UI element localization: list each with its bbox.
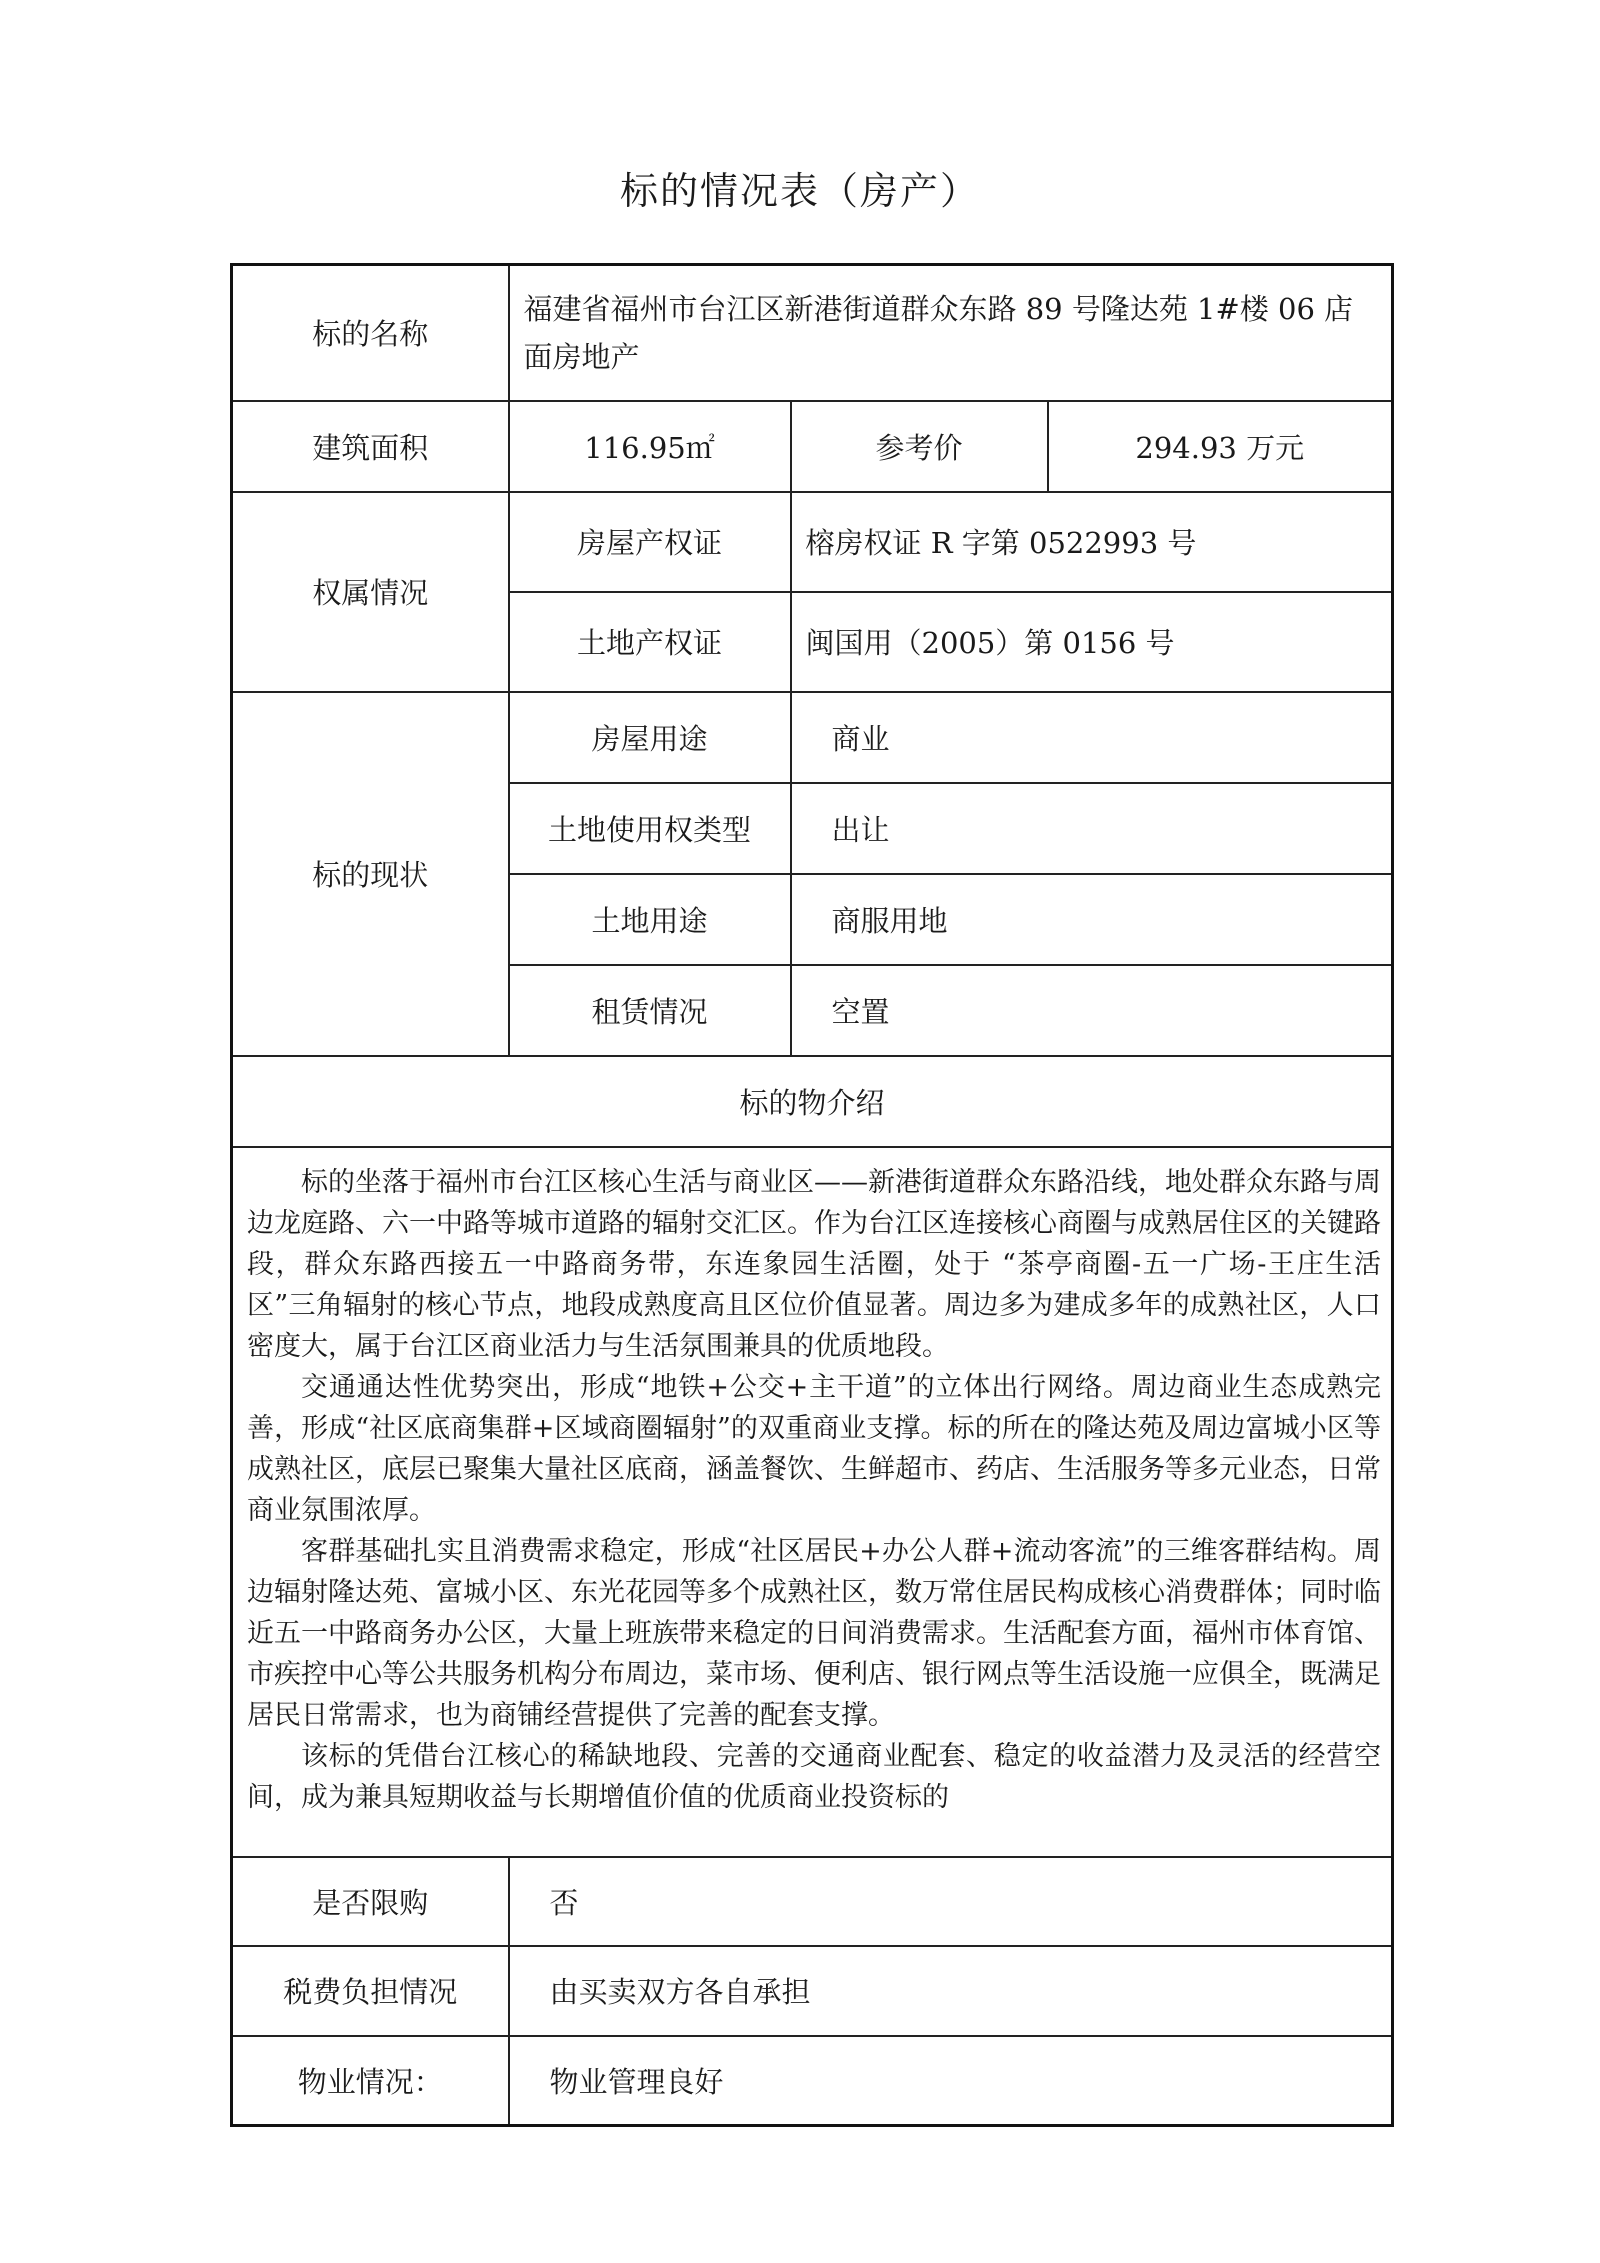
ownership-label: 权属情况 (232, 492, 509, 692)
page-title: 标的情况表（房产） (619, 169, 980, 213)
status-label: 标的现状 (232, 692, 509, 1056)
land-cert-value: 闽国用（2005）第 0156 号 (791, 592, 1393, 692)
lease-label: 租赁情况 (509, 965, 791, 1056)
row-restrict (232, 1857, 1393, 1946)
row-intro-header (232, 1056, 1393, 1147)
intro-paragraph: 客群基础扎实且消费需求稳定，形成“社区居民+办公人群+流动客流”的三维客群结构。周边辐射隆达苑、富城小区、东光花园等多个成熟社区，数万常住居民构成核心消费群体；同时临近五一中路商务办公区，大量上班族带来稳定的日间消费需求。生活配套方面，福州市体育馆、市疾控中心等公共服务机构分布周边，菜市场、便利店、银行网点等生活设施一应俱全，既满足居民日常需求，也为商铺经营提供了完善的配套支撑。 (247, 1535, 1381, 1731)
row-ownership-house (232, 492, 1393, 592)
land-usage-value: 商服用地 (791, 874, 1393, 965)
row-area (232, 401, 1393, 492)
house-cert-label: 房屋产权证 (509, 492, 791, 592)
intro-paragraph: 交通通达性优势突出，形成“地铁+公交+主干道”的立体出行网络。周边商业生态成熟完善，形成“社区底商集群+区域商圈辐射”的双重商业支撑。标的所在的隆达苑及周边富城小区等成熟社区，底层已聚集大量社区底商，涵盖餐饮、生鲜超市、药店、生活服务等多元业态，日常商业氛围浓厚。 (247, 1371, 1381, 1526)
tax-value: 由买卖双方各自承担 (509, 1946, 1393, 2036)
row-intro-body (232, 1147, 1393, 1857)
intro-heading: 标的物介绍 (232, 1056, 1393, 1147)
lease-value: 空置 (791, 965, 1393, 1056)
property-label: 物业情况： (232, 2036, 509, 2126)
property-value: 物业管理良好 (509, 2036, 1393, 2126)
name-label: 标的名称 (232, 265, 509, 401)
property-info-table (230, 263, 1394, 2127)
house-usage-label: 房屋用途 (509, 692, 791, 783)
land-cert-label: 土地产权证 (509, 592, 791, 692)
house-usage-value: 商业 (791, 692, 1393, 783)
tax-label: 税费负担情况 (232, 1946, 509, 2036)
intro-paragraph: 标的坐落于福州市台江区核心生活与商业区——新港街道群众东路沿线，地处群众东路与周边龙庭路、六一中路等城市道路的辐射交汇区。作为台江区连接核心商圈与成熟居住区的关键路段，群众东路西接五一中路商务带，东连象园生活圈，处于 “茶亭商圈-五一广场-王庄生活区”三角辐射的核心节点，地段成熟度高且区位价值显著。周边多为建成多年的成熟社区，人口密度大，属于台江区商业活力与生活氛围兼具的优质地段。 (247, 1166, 1381, 1362)
row-tax (232, 1946, 1393, 2036)
intro-paragraph: 该标的凭借台江核心的稀缺地段、完善的交通商业配套、稳定的收益潜力及灵活的经营空间，成为兼具短期收益与长期增值价值的优质商业投资标的 (247, 1740, 1381, 1813)
restrict-value: 否 (509, 1857, 1393, 1946)
area-label: 建筑面积 (232, 401, 509, 492)
price-value: 294.93 万元 (1048, 401, 1393, 492)
house-cert-value: 榕房权证 R 字第 0522993 号 (791, 492, 1393, 592)
price-label: 参考价 (791, 401, 1048, 492)
row-property (232, 2036, 1393, 2126)
area-value: 116.95㎡ (509, 401, 791, 492)
land-right-type-label: 土地使用权类型 (509, 783, 791, 874)
restrict-label: 是否限购 (232, 1857, 509, 1946)
name-value: 福建省福州市台江区新港街道群众东路 89 号隆达苑 1#楼 06 店面房地产 (509, 265, 1393, 401)
land-right-type-value: 出让 (791, 783, 1393, 874)
row-name (232, 265, 1393, 401)
intro-text (232, 1147, 1393, 1857)
row-status-usage (232, 692, 1393, 783)
land-usage-label: 土地用途 (509, 874, 791, 965)
